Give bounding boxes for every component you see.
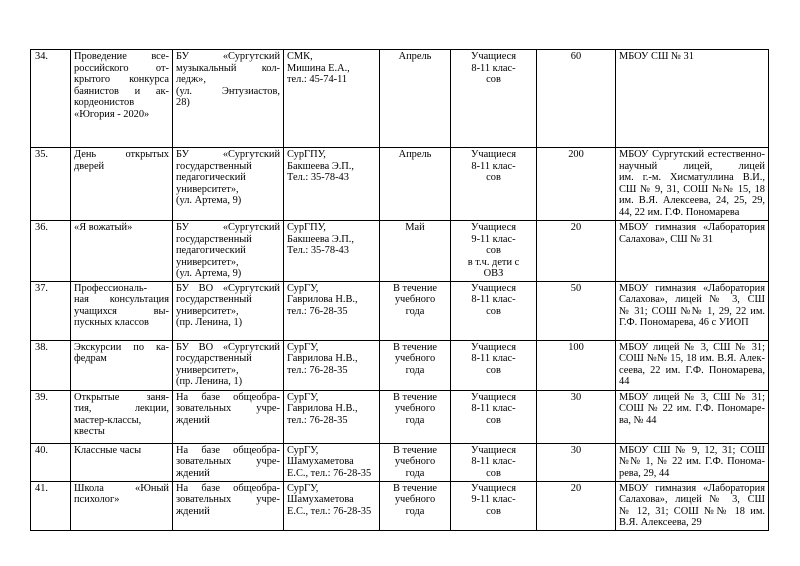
date-cell — [380, 481, 451, 530]
participants-count-cell — [537, 443, 616, 481]
text-line: ва, № 44 — [619, 414, 657, 426]
organizer-cell — [284, 443, 380, 481]
text-line: года — [405, 467, 425, 479]
text-line: 200 — [568, 149, 584, 160]
text-line: им. В.Я. Алексеева, 24, 25, 29, — [619, 195, 765, 206]
schools-cell — [616, 390, 769, 443]
text-line: СурГУ, — [287, 341, 319, 353]
event-name-cell — [71, 443, 173, 481]
table-row — [31, 443, 769, 481]
audience-cell — [451, 281, 537, 340]
date-cell — [380, 148, 451, 221]
venue-cell — [173, 221, 284, 282]
text-line: зовательных учре- — [176, 456, 280, 467]
text-line: университет», — [176, 305, 239, 317]
text-line: 8-11 клас- — [471, 456, 516, 467]
text-line: СурГУ, — [287, 391, 319, 403]
organizer-cell — [284, 221, 380, 282]
text-line: Салахова», СШ № 31 — [619, 233, 714, 245]
text-line: Шамухаметова — [287, 494, 354, 505]
text-line: Салахова», лицей № 3, СШ — [619, 494, 765, 505]
text-line: государственный — [176, 160, 252, 172]
text-line: 44 — [619, 376, 630, 387]
text-line: СурГУ, — [287, 482, 319, 494]
row-number-cell — [31, 481, 71, 530]
text-line: Учащиеся — [470, 341, 517, 353]
text-line: МБОУ гимназия «Лаборатория — [619, 222, 765, 233]
text-line: № 12, 31; СОШ №№ 18 им. — [619, 505, 765, 517]
text-line: сов — [486, 305, 501, 317]
text-line: 30 — [570, 444, 582, 456]
text-line: Учащиеся — [470, 149, 517, 160]
text-line: На базе общеобра- — [176, 482, 280, 494]
text-line: Учащиеся — [470, 444, 517, 456]
text-line: 34. — [35, 51, 48, 62]
text-line: Е.С., тел.: 76-28-35 — [287, 467, 372, 479]
text-line: БУ «Сургутский — [176, 222, 280, 233]
text-line: СМК, — [287, 51, 313, 62]
text-line: сов — [486, 74, 501, 85]
text-line: СОШ № 22 им. Г.Ф. Пономаре- — [619, 403, 765, 414]
text-line: сов — [486, 172, 501, 183]
participants-count-cell — [537, 148, 616, 221]
text-line: ждений — [176, 414, 210, 426]
text-line: музыкальный кол- — [176, 62, 280, 74]
text-line: «Югория - 2020» — [74, 108, 150, 120]
text-line: 41. — [35, 482, 48, 494]
text-line: МБОУ гимназия «Лаборатория — [619, 482, 765, 494]
table-row — [31, 50, 769, 148]
text-line: (ул. Артема, 9) — [176, 195, 242, 206]
text-line: МБОУ гимназия «Лаборатория — [619, 282, 765, 294]
event-name-cell — [71, 50, 173, 148]
venue-cell — [173, 50, 284, 148]
table-body — [31, 50, 769, 531]
text-line: МБОУ СШ № 31 — [619, 51, 694, 62]
event-name-cell — [71, 148, 173, 221]
audience-cell — [451, 221, 537, 282]
text-line: МБОУ лицей № 3, СШ № 31; — [619, 341, 765, 353]
text-line: 8-11 клас- — [471, 403, 516, 414]
text-line: тия, лекции, — [74, 403, 169, 414]
text-line: №№ 1, № 22 им. Г.Ф. Понома- — [619, 456, 765, 467]
text-line: ная консультация — [74, 294, 169, 305]
text-line: Гаврилова Н.В., — [287, 353, 358, 364]
text-line: № 31; СОШ №№ 1, 29, 22 им. — [619, 305, 765, 317]
text-line: Гаврилова Н.В., — [287, 403, 358, 414]
organizer-cell — [284, 481, 380, 530]
text-line: На базе общеобра- — [176, 444, 280, 456]
text-line: Учащиеся — [470, 482, 517, 494]
text-line: мастер-классы, — [74, 414, 142, 426]
row-number-cell — [31, 148, 71, 221]
text-line: 20 — [570, 482, 582, 494]
date-cell — [380, 281, 451, 340]
text-line: Салахова», лицей № 3, СШ — [619, 294, 765, 305]
text-line: Мишина Е.А., — [287, 62, 350, 74]
audience-cell — [451, 148, 537, 221]
text-line: Школа «Юный — [74, 482, 169, 494]
text-line: БУ «Сургутский — [176, 51, 280, 62]
text-line: МБОУ Сургутский естественно- — [619, 149, 765, 160]
text-line: зовательных учре- — [176, 494, 280, 505]
event-name-cell — [71, 481, 173, 530]
event-name-cell — [71, 221, 173, 282]
date-cell — [380, 221, 451, 282]
text-line: тел.: 45-74-11 — [287, 74, 348, 85]
participants-count-cell — [537, 340, 616, 390]
text-line: СурГПУ, — [287, 222, 326, 233]
text-line: года — [405, 505, 425, 517]
text-line: Экскурсии по ка- — [74, 341, 169, 353]
schools-cell — [616, 50, 769, 148]
text-line: На базе общеобра- — [176, 391, 280, 403]
text-line: учебного — [394, 403, 436, 414]
text-line: государственный — [176, 353, 252, 364]
text-line: ждений — [176, 505, 210, 517]
text-line: В течение — [393, 341, 437, 353]
text-line: Май — [405, 222, 425, 233]
text-line: В.Я. Алексеева, 29 — [619, 517, 702, 528]
organizer-cell — [284, 390, 380, 443]
text-line: 40. — [35, 444, 48, 456]
row-number-cell — [31, 390, 71, 443]
text-line: День открытых — [74, 149, 169, 160]
text-line: 60 — [570, 51, 582, 62]
text-line: года — [405, 364, 425, 376]
venue-cell — [173, 281, 284, 340]
text-line: (ул. Энтузиастов, — [176, 85, 280, 97]
text-line: Бакшеева Э.П., — [287, 233, 354, 245]
text-line: 36. — [35, 222, 48, 233]
text-line: МБОУ СШ № 9, 12, 31; СОШ — [619, 444, 765, 456]
participants-count-cell — [537, 50, 616, 148]
row-number-cell — [31, 221, 71, 282]
date-cell — [380, 340, 451, 390]
document-page — [30, 49, 768, 531]
text-line: БУ «Сургутский — [176, 149, 280, 160]
text-line: Учащиеся — [470, 51, 517, 62]
text-line: В течение — [393, 391, 437, 403]
text-line: Апрель — [398, 51, 432, 62]
text-line: 38. — [35, 341, 48, 353]
schools-cell — [616, 481, 769, 530]
text-line: СурГУ, — [287, 282, 319, 294]
text-line: Е.С., тел.: 76-28-35 — [287, 505, 372, 517]
text-line: 20 — [570, 222, 582, 233]
text-line: сов — [486, 505, 501, 517]
text-line: научный лицей, лицей — [619, 160, 765, 172]
venue-cell — [173, 481, 284, 530]
text-line: квесты — [74, 426, 105, 437]
text-line: тел.: 76-28-35 — [287, 414, 348, 426]
text-line: Профессиональ- — [74, 282, 148, 294]
text-line: СурГУ, — [287, 444, 319, 456]
event-name-cell — [71, 390, 173, 443]
participants-count-cell — [537, 281, 616, 340]
row-number-cell — [31, 50, 71, 148]
schools-cell — [616, 443, 769, 481]
text-line: университет», — [176, 256, 239, 268]
schools-cell — [616, 221, 769, 282]
text-line: 8-11 клас- — [471, 160, 516, 172]
text-line: сов — [486, 364, 501, 376]
table-row — [31, 390, 769, 443]
text-line: федрам — [74, 353, 107, 364]
text-line: учебного — [394, 494, 436, 505]
participants-count-cell — [537, 481, 616, 530]
text-line: (пр. Ленина, 1) — [176, 317, 243, 328]
text-line: (пр. Ленина, 1) — [176, 376, 243, 387]
text-line: Классные часы — [74, 444, 142, 456]
text-line: 100 — [568, 341, 584, 353]
text-line: психолог» — [74, 494, 120, 505]
text-line: учебного — [394, 353, 436, 364]
organizer-cell — [284, 50, 380, 148]
text-line: учебного — [394, 456, 436, 467]
text-line: государственный — [176, 233, 252, 245]
schools-cell — [616, 281, 769, 340]
text-line: МБОУ лицей № 3, СШ № 31; — [619, 391, 765, 403]
row-number-cell — [31, 340, 71, 390]
text-line: Учащиеся — [470, 391, 517, 403]
text-line: В течение — [393, 482, 437, 494]
venue-cell — [173, 340, 284, 390]
text-line: Апрель — [398, 149, 432, 160]
text-line: ОВЗ — [483, 268, 504, 279]
text-line: зовательных учре- — [176, 403, 280, 414]
text-line: 30 — [570, 391, 582, 403]
text-line: сов — [486, 245, 501, 256]
table-row — [31, 481, 769, 530]
text-line: 8-11 клас- — [471, 353, 516, 364]
text-line: Тел.: 35-78-43 — [287, 245, 349, 256]
venue-cell — [173, 148, 284, 221]
venue-cell — [173, 390, 284, 443]
text-line: БУ ВО «Сургутский — [176, 341, 280, 353]
text-line: тел.: 76-28-35 — [287, 305, 348, 317]
text-line: 8-11 клас- — [471, 294, 516, 305]
text-line: 8-11 клас- — [471, 62, 516, 74]
text-line: БУ ВО «Сургутский — [176, 282, 280, 294]
events-table — [30, 49, 769, 531]
text-line: кордеонистов — [74, 97, 135, 108]
participants-count-cell — [537, 221, 616, 282]
table-row — [31, 148, 769, 221]
text-line: пускных классов — [74, 317, 149, 328]
text-line: 9-11 клас- — [471, 233, 516, 245]
text-line: 9-11 клас- — [471, 494, 516, 505]
text-line: сов — [486, 414, 501, 426]
row-number-cell — [31, 281, 71, 340]
text-line: Гаврилова Н.В., — [287, 294, 358, 305]
text-line: 44, 22 им. Г.Ф. Пономарева — [619, 206, 740, 218]
text-line: Тел.: 35-78-43 — [287, 172, 349, 183]
organizer-cell — [284, 340, 380, 390]
text-line: (ул. Артема, 9) — [176, 268, 242, 279]
text-line: Учащиеся — [470, 282, 517, 294]
text-line: тел.: 76-28-35 — [287, 364, 348, 376]
audience-cell — [451, 340, 537, 390]
text-line: В течение — [393, 444, 437, 456]
text-line: В течение — [393, 282, 437, 294]
event-name-cell — [71, 340, 173, 390]
text-line: университет», — [176, 364, 239, 376]
audience-cell — [451, 481, 537, 530]
venue-cell — [173, 443, 284, 481]
audience-cell — [451, 443, 537, 481]
text-line: государственный — [176, 294, 252, 305]
text-line: баянистов и ак- — [74, 85, 169, 97]
text-line: СурГПУ, — [287, 149, 326, 160]
text-line: Открытые заня- — [74, 391, 169, 403]
text-line: СОШ №№ 15, 18 им. В.Я. Алек- — [619, 353, 765, 364]
schools-cell — [616, 148, 769, 221]
text-line: российского от- — [74, 62, 169, 74]
text-line: 39. — [35, 391, 48, 403]
text-line: рева, 29, 44 — [619, 467, 670, 479]
text-line: Г.Ф. Пономарева, 46 с УИОП — [619, 317, 749, 328]
text-line: года — [405, 305, 425, 317]
date-cell — [380, 50, 451, 148]
table-row — [31, 281, 769, 340]
audience-cell — [451, 50, 537, 148]
schools-cell — [616, 340, 769, 390]
date-cell — [380, 443, 451, 481]
text-line: 50 — [570, 282, 582, 294]
text-line: в т.ч. дети с — [467, 256, 520, 268]
table-row — [31, 340, 769, 390]
date-cell — [380, 390, 451, 443]
text-line: Шамухаметова — [287, 456, 354, 467]
audience-cell — [451, 390, 537, 443]
text-line: сеева, 22 им. Г.Ф. Пономарева, — [619, 364, 765, 376]
text-line: педагогический — [176, 245, 246, 256]
text-line: Проведение все- — [74, 51, 169, 62]
text-line: 28) — [176, 97, 190, 108]
text-line: СШ № 9, 31, СОШ №№ 15, 18 — [619, 183, 765, 195]
text-line: учащихся вы- — [74, 305, 169, 317]
text-line: «Я вожатый» — [74, 222, 133, 233]
text-line: дверей — [74, 160, 105, 172]
table-row — [31, 221, 769, 282]
event-name-cell — [71, 281, 173, 340]
text-line: года — [405, 414, 425, 426]
text-line: университет», — [176, 183, 239, 195]
text-line: сов — [486, 467, 501, 479]
text-line: ледж», — [176, 74, 206, 85]
text-line: 35. — [35, 149, 48, 160]
text-line: Бакшеева Э.П., — [287, 160, 354, 172]
text-line: 37. — [35, 282, 48, 294]
text-line: крытого конкурса — [74, 74, 169, 85]
text-line: Учащиеся — [470, 222, 517, 233]
participants-count-cell — [537, 390, 616, 443]
organizer-cell — [284, 148, 380, 221]
text-line: учебного — [394, 294, 436, 305]
row-number-cell — [31, 443, 71, 481]
text-line: им. г.-м. Хисматуллина В.И., — [619, 172, 765, 183]
organizer-cell — [284, 281, 380, 340]
text-line: ждений — [176, 467, 210, 479]
text-line: педагогический — [176, 172, 246, 183]
